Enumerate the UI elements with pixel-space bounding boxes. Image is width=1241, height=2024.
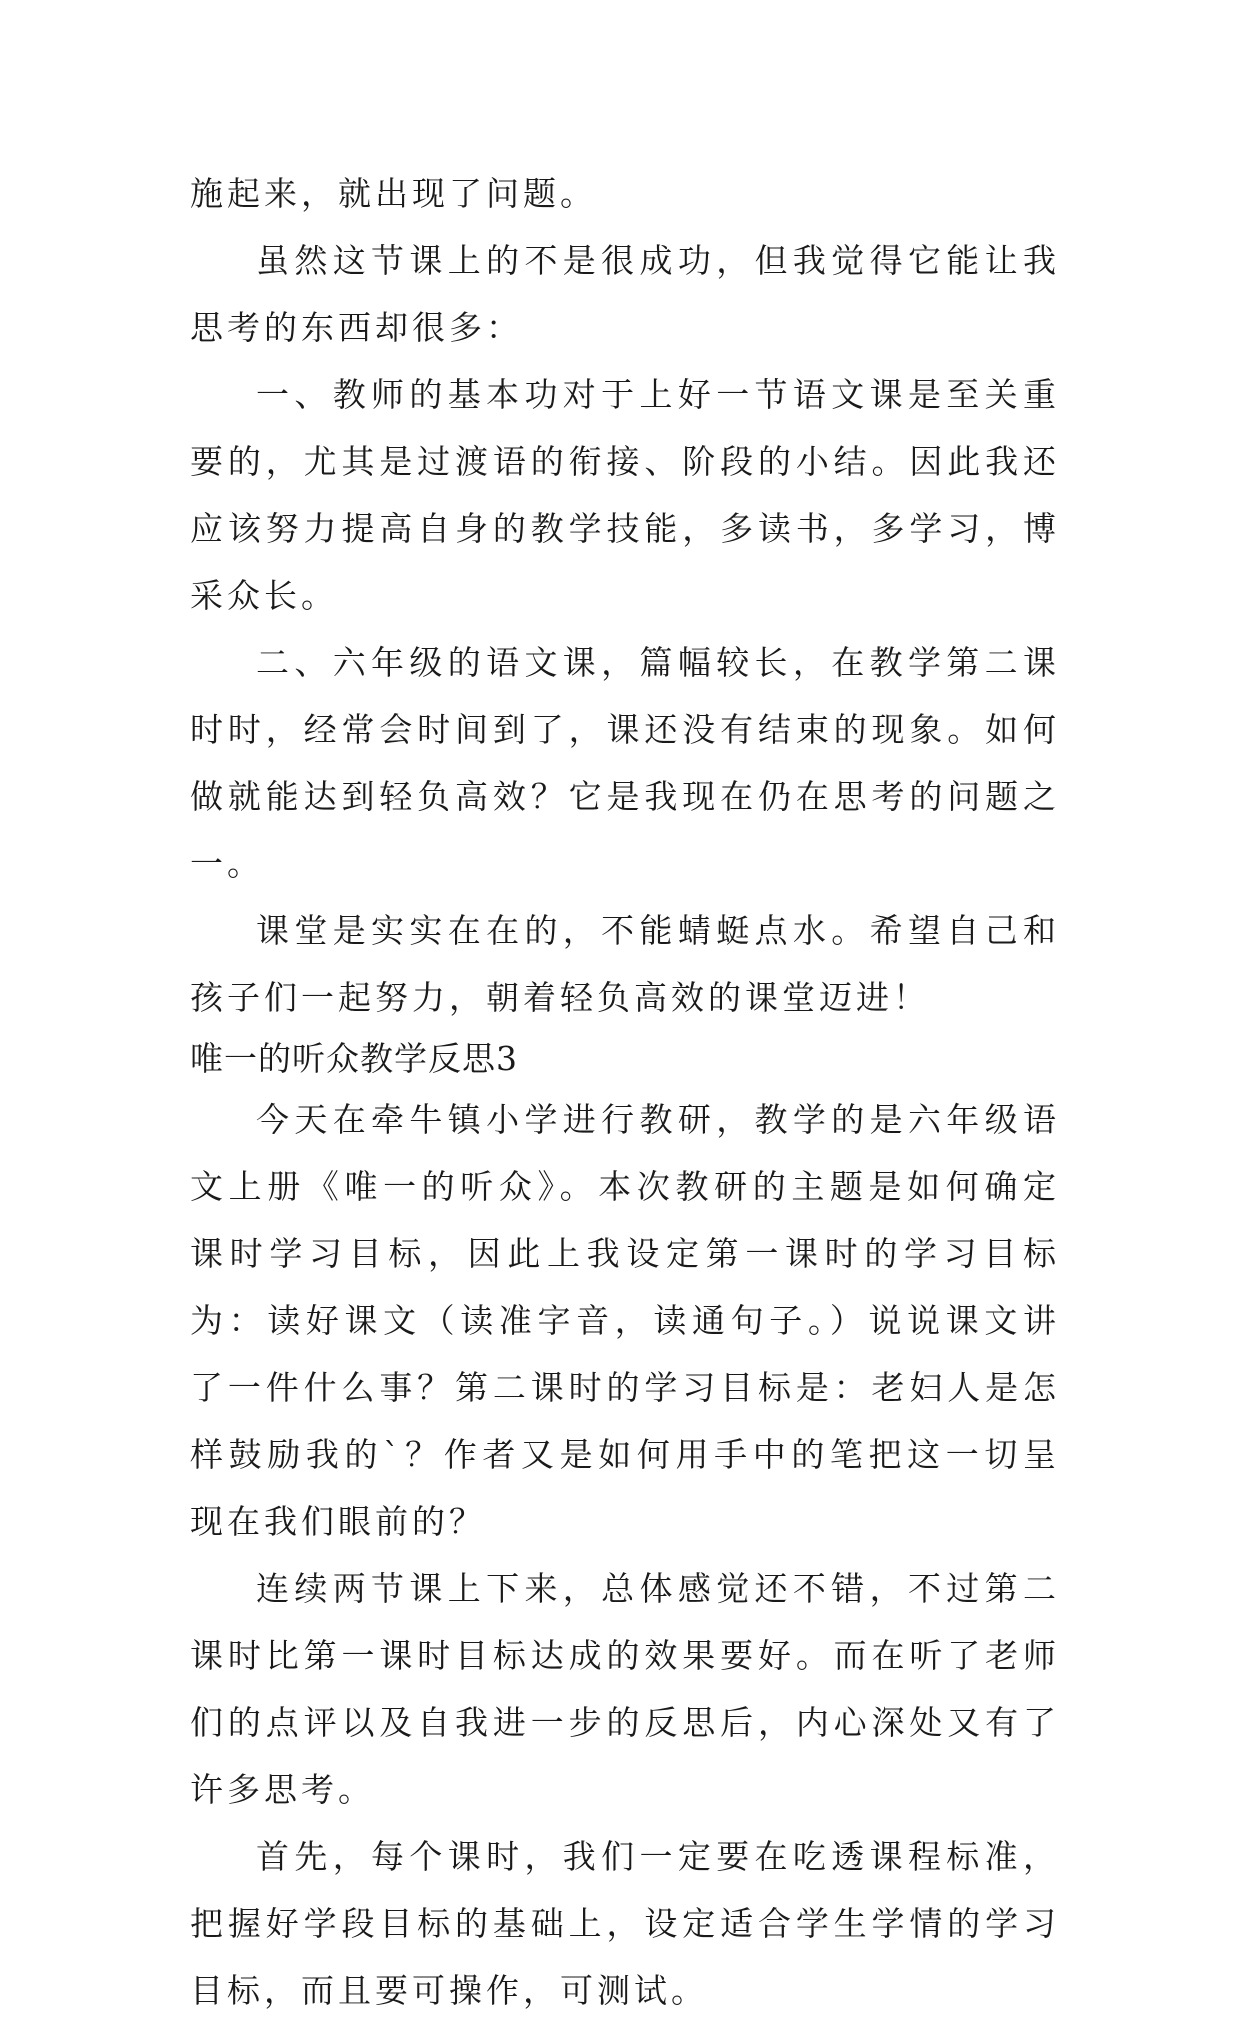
paragraph: 一、教师的基本功对于上好一节语文课是至关重要的，尤其是过渡语的衔接、阶段的小结。因此我还应该努力提高自身的教学技能，多读书，多学习，博采众长。: [190, 375, 1060, 615]
paragraph: 今天在牵牛镇小学进行教研，教学的是六年级语文上册《唯一的听众》。本次教研的主题是如何确定课时学习目标，因此上我设定第一课时的学习目标为：读好课文（读准字音，读通句子。）说说课文讲了一件什么事？第二课时的学习目标是：老妇人是怎样鼓励我的`？作者又是如何用手中的笔把这一切呈现在我们眼前的？: [190, 1100, 1060, 1541]
paragraph: 虽然这节课上的不是很成功，但我觉得它能让我思考的东西却很多：: [190, 241, 1060, 347]
paragraph: 连续两节课上下来，总体感觉还不错，不过第二课时比第一课时目标达成的效果要好。而在听了老师们的点评以及自我进一步的反思后，内心深处又有了许多思考。: [190, 1569, 1060, 1809]
paragraph: 首先，每个课时，我们一定要在吃透课程标准，把握好学段目标的基础上，设定适合学生学情的学习目标，而且要可操作，可测试。: [190, 1837, 1060, 2010]
paragraph: 二、六年级的语文课，篇幅较长，在教学第二课时时，经常会时间到了，课还没有结束的现象。如何做就能达到轻负高效？它是我现在仍在思考的问题之一。: [190, 643, 1060, 883]
section-heading: 唯一的听众教学反思3: [190, 1039, 518, 1078]
paragraph: 课堂是实实在在的，不能蜻蜓点水。希望自己和孩子们一起努力，朝着轻负高效的课堂迈进！: [190, 911, 1060, 1017]
paragraph: 施起来，就出现了问题。: [190, 174, 597, 213]
document-body: [190, 160, 1060, 2024]
